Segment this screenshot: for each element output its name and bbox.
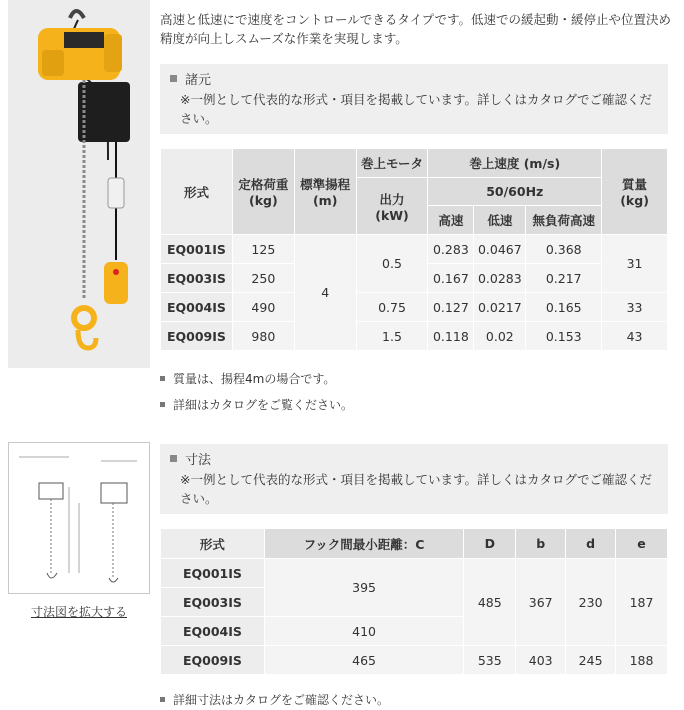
row-model: EQ009IS <box>161 322 233 351</box>
table-row <box>161 322 668 351</box>
row-model: EQ001IS <box>161 235 233 264</box>
col-freq: 50/60Hz <box>428 178 602 206</box>
table-row <box>161 293 668 322</box>
bullet-icon <box>160 376 165 381</box>
spec-section-header <box>160 64 668 134</box>
square-bullet-icon <box>170 75 177 82</box>
col-speed-group: 巻上速度 (m/s) <box>428 149 602 178</box>
spec-note-catalog: 詳細はカタログをご覧ください。 <box>160 396 353 413</box>
cell-c: 395 <box>264 559 463 617</box>
cell-e: 187 <box>616 559 668 646</box>
cell-mass: 31 <box>602 235 668 293</box>
row-model: EQ003IS <box>161 588 265 617</box>
cell-noload: 0.217 <box>526 264 602 293</box>
dim-note-catalog: 詳細寸法はカタログをご確認ください。 <box>160 691 389 708</box>
col-d-upper: D <box>464 529 516 559</box>
cell-load: 250 <box>232 264 294 293</box>
col-hook-distance: フック間最小距離：C <box>264 529 463 559</box>
intro-text: 高速と低速にで速度をコントロールできるタイプです。低速での緩起動・緩停止や位置決め精度が向上しスムーズな作業を実現します。 <box>160 12 672 46</box>
table-row <box>161 646 668 675</box>
col-d-lower: d <box>566 529 616 559</box>
cell-high: 0.167 <box>428 264 474 293</box>
cell-load: 980 <box>232 322 294 351</box>
cell-low: 0.0467 <box>474 235 526 264</box>
cell-low: 0.02 <box>474 322 526 351</box>
row-model: EQ004IS <box>161 293 233 322</box>
bullet-icon <box>160 402 165 407</box>
dim-section-title: 寸法 <box>170 452 658 470</box>
cell-e: 188 <box>616 646 668 675</box>
dimension-table <box>160 528 668 675</box>
cell-high: 0.118 <box>428 322 474 351</box>
col-low: 低速 <box>474 206 526 235</box>
col-motor-group: 巻上モータ <box>356 149 428 178</box>
row-model: EQ004IS <box>161 617 265 646</box>
cell-d-upper: 485 <box>464 559 516 646</box>
cell-output: 1.5 <box>356 322 428 351</box>
cell-load: 125 <box>232 235 294 264</box>
cell-lift: 4 <box>294 235 356 351</box>
col-b: b <box>516 529 566 559</box>
col-mass: 質量 (kg) <box>602 149 668 235</box>
col-output: 出力 (kW) <box>356 178 428 235</box>
cell-low: 0.0217 <box>474 293 526 322</box>
cell-c: 465 <box>264 646 463 675</box>
col-model: 形式 <box>161 149 233 235</box>
product-photo <box>8 0 150 368</box>
cell-noload: 0.165 <box>526 293 602 322</box>
dimension-diagram <box>9 443 149 593</box>
cell-mass: 33 <box>602 293 668 322</box>
cell-output: 0.5 <box>356 235 428 293</box>
cell-output: 0.75 <box>356 293 428 322</box>
cell-load: 490 <box>232 293 294 322</box>
dimension-drawing[interactable] <box>8 442 150 594</box>
cell-noload: 0.153 <box>526 322 602 351</box>
chain-hoist-illustration <box>8 0 150 368</box>
dim-section-header <box>160 444 668 514</box>
col-load: 定格荷重 (kg) <box>232 149 294 235</box>
cell-d-upper: 535 <box>464 646 516 675</box>
bullet-icon <box>160 697 165 702</box>
square-bullet-icon <box>170 455 177 462</box>
spec-section-note: ※一例として代表的な形式・項目を掲載しています。詳しくはカタログでご確認ください。 <box>180 92 652 126</box>
row-model: EQ009IS <box>161 646 265 675</box>
spec-note-mass: 質量は、揚程4mの場合です。 <box>160 370 335 387</box>
enlarge-drawing-link[interactable]: 寸法図を拡大する <box>30 605 127 619</box>
cell-b: 403 <box>516 646 566 675</box>
col-model: 形式 <box>161 529 265 559</box>
row-model: EQ003IS <box>161 264 233 293</box>
col-lift: 標準揚程 (m) <box>294 149 356 235</box>
cell-low: 0.0283 <box>474 264 526 293</box>
cell-mass: 43 <box>602 322 668 351</box>
cell-high: 0.283 <box>428 235 474 264</box>
cell-d-lower: 230 <box>566 559 616 646</box>
dim-section-note: ※一例として代表的な形式・項目を掲載しています。詳しくはカタログでご確認ください。 <box>180 472 652 506</box>
col-high: 高速 <box>428 206 474 235</box>
cell-high: 0.127 <box>428 293 474 322</box>
cell-c: 410 <box>264 617 463 646</box>
spec-table <box>160 148 668 351</box>
cell-b: 367 <box>516 559 566 646</box>
row-model: EQ001IS <box>161 559 265 588</box>
cell-noload: 0.368 <box>526 235 602 264</box>
col-noload: 無負荷高速 <box>526 206 602 235</box>
col-e: e <box>616 529 668 559</box>
table-row <box>161 559 668 588</box>
spec-section-title: 諸元 <box>170 72 658 90</box>
cell-d-lower: 245 <box>566 646 616 675</box>
table-row <box>161 235 668 264</box>
